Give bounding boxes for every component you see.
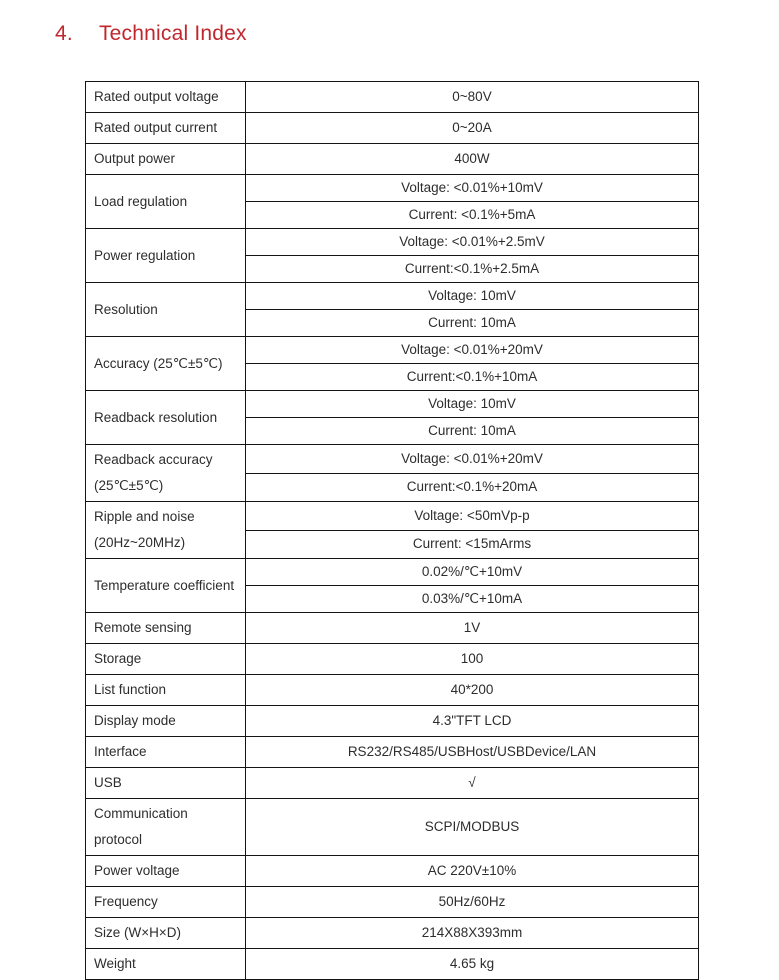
spec-label: Size (W×H×D) [86, 918, 246, 949]
spec-label: Storage [86, 644, 246, 675]
table-row [86, 613, 699, 644]
table-row [86, 887, 699, 918]
spec-value: Voltage: 10mV [246, 391, 699, 418]
spec-value: Voltage: <0.01%+10mV [246, 175, 699, 202]
spec-label: Interface [86, 737, 246, 768]
spec-label: Weight [86, 949, 246, 980]
spec-value: Voltage: 10mV [246, 283, 699, 310]
table-row [86, 337, 699, 364]
spec-label: Accuracy (25℃±5℃) [86, 337, 246, 391]
spec-label: Communication protocol [86, 799, 246, 856]
spec-value: 214X88X393mm [246, 918, 699, 949]
table-row [86, 949, 699, 980]
spec-value: 50Hz/60Hz [246, 887, 699, 918]
spec-value: SCPI/MODBUS [246, 799, 699, 856]
spec-value: 0~80V [246, 82, 699, 113]
spec-label: Rated output current [86, 113, 246, 144]
spec-label: Load regulation [86, 175, 246, 229]
spec-value: Voltage: <50mVp-p [246, 502, 699, 531]
spec-label: Readback resolution [86, 391, 246, 445]
table-row [86, 283, 699, 310]
spec-value: √ [246, 768, 699, 799]
section-title-text: Technical Index [98, 22, 247, 45]
spec-value: Current: 10mA [246, 418, 699, 445]
spec-value: 1V [246, 613, 699, 644]
table-row [86, 706, 699, 737]
spec-label: USB [86, 768, 246, 799]
section-number: 4. [55, 22, 73, 45]
section-title [55, 22, 247, 46]
table-row [86, 675, 699, 706]
table-row [86, 144, 699, 175]
spec-value: RS232/RS485/USBHost/USBDevice/LAN [246, 737, 699, 768]
spec-value: 0.03%/℃+10mA [246, 586, 699, 613]
spec-table [85, 81, 699, 980]
table-row [86, 559, 699, 586]
table-row [86, 644, 699, 675]
table-row [86, 82, 699, 113]
spec-value: 4.3"TFT LCD [246, 706, 699, 737]
spec-value: AC 220V±10% [246, 856, 699, 887]
table-row [86, 175, 699, 202]
spec-label: Remote sensing [86, 613, 246, 644]
spec-label: Ripple and noise (20Hz~20MHz) [86, 502, 246, 559]
spec-label: Output power [86, 144, 246, 175]
spec-value: Current: <15mArms [246, 530, 699, 559]
table-row [86, 113, 699, 144]
spec-label: Readback accuracy (25℃±5℃) [86, 445, 246, 502]
spec-value: Voltage: <0.01%+20mV [246, 445, 699, 474]
spec-label: Display mode [86, 706, 246, 737]
spec-label: Frequency [86, 887, 246, 918]
spec-value: 400W [246, 144, 699, 175]
spec-value: Current:<0.1%+10mA [246, 364, 699, 391]
spec-label: List function [86, 675, 246, 706]
table-row [86, 445, 699, 474]
spec-value: 100 [246, 644, 699, 675]
spec-label: Resolution [86, 283, 246, 337]
spec-value: Current: <0.1%+5mA [246, 202, 699, 229]
spec-value: 40*200 [246, 675, 699, 706]
table-row [86, 799, 699, 856]
table-row [86, 856, 699, 887]
spec-value: 4.65 kg [246, 949, 699, 980]
spec-label: Rated output voltage [86, 82, 246, 113]
spec-value: Voltage: <0.01%+2.5mV [246, 229, 699, 256]
spec-value: 0~20A [246, 113, 699, 144]
spec-label: Temperature coefficient [86, 559, 246, 613]
spec-value: Voltage: <0.01%+20mV [246, 337, 699, 364]
spec-value: Current:<0.1%+20mA [246, 473, 699, 502]
spec-value: Current: 10mA [246, 310, 699, 337]
spec-value: Current:<0.1%+2.5mA [246, 256, 699, 283]
table-row [86, 229, 699, 256]
table-row [86, 768, 699, 799]
table-row [86, 918, 699, 949]
table-row [86, 502, 699, 531]
spec-value: 0.02%/℃+10mV [246, 559, 699, 586]
spec-label: Power voltage [86, 856, 246, 887]
table-row [86, 737, 699, 768]
spec-label: Power regulation [86, 229, 246, 283]
table-row [86, 391, 699, 418]
